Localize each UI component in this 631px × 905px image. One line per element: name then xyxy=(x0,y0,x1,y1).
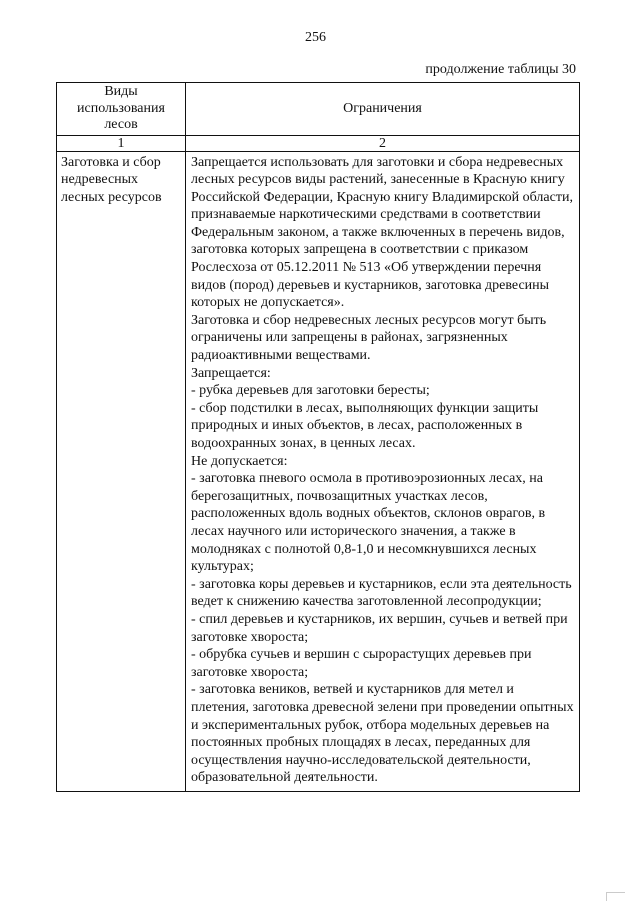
header-forest-use-types: Виды использования лесов xyxy=(57,83,186,136)
restriction-paragraph: - заготовка пневого осмола в противоэрозионных лесах, на берегозащитных, почвозащитных участках лесов, расположенных вдоль водных объектов, склонов оврагов, в лесах научного или исторического значения, а также в молодняках с полнотой 0,8-1,0 и несомкнувшихся лесных культурах; xyxy=(191,471,546,575)
column-number-1: 1 xyxy=(57,135,186,151)
restrictions-cell xyxy=(186,151,580,791)
restriction-paragraph: Запрещается использовать для заготовки и сбора недревесных лесных ресурсов виды растений, занесенные в Красную книгу Российской Федерации, Красную книгу Владимирской области, признаваемые наркотическими средствами в соответствии Федеральным законом, а также включенных в перечень видов, заготовка которых запрещена в соответствии с приказом Рослесхоза от 05.12.2011 № 513 «Об утверждении перечня видов (пород) деревьев и кустарников, заготовка древесины которых не допускается». xyxy=(191,154,573,311)
forest-use-type-cell: Заготовка и сбор недревесных лесных ресурсов xyxy=(57,151,186,791)
restrictions-table xyxy=(56,82,580,792)
restriction-paragraph: Не допускается: xyxy=(191,453,288,469)
table-row xyxy=(57,151,580,791)
restriction-paragraph: - спил деревьев и кустарников, их вершин, сучьев и ветвей при заготовке хвороста; xyxy=(191,611,568,645)
scan-corner-mark xyxy=(606,892,625,901)
restriction-paragraph: - обрубка сучьев и вершин с сырорастущих деревьев при заготовке хвороста; xyxy=(191,647,532,680)
table-continuation-label: продолжение таблицы 30 xyxy=(425,62,576,77)
restriction-paragraph: Запрещается: xyxy=(191,365,271,381)
restriction-paragraph: - заготовка веников, ветвей и кустарников для метел и плетения, заготовка древесной зелени при проведении опытных и экспериментальных рубок, отбора модельных деревьев на постоянных пробных площадях в лесах, переданных для осуществления научно-исследовательской деятельности, образовательной деятельности. xyxy=(191,682,574,786)
column-number-2: 2 xyxy=(186,135,580,151)
page-number: 256 xyxy=(305,30,326,45)
restriction-paragraph: Заготовка и сбор недревесных лесных ресурсов могут быть ограничены или запрещены в районах, загрязненных радиоактивными веществами. xyxy=(191,312,547,364)
table-column-numbers-row xyxy=(57,135,580,151)
restriction-paragraph: - сбор подстилки в лесах, выполняющих функции защиты природных и иных объектов, в лесах, расположенных в водоохранных зонах, в ценных лесах. xyxy=(191,400,539,451)
header-restrictions: Ограничения xyxy=(186,83,580,136)
table-header-row xyxy=(57,83,580,136)
restriction-paragraph: - рубка деревьев для заготовки бересты; xyxy=(191,383,430,399)
restriction-paragraph: - заготовка коры деревьев и кустарников, если эта деятельность ведет к снижению качества заготовленной лесопродукции; xyxy=(191,576,572,610)
